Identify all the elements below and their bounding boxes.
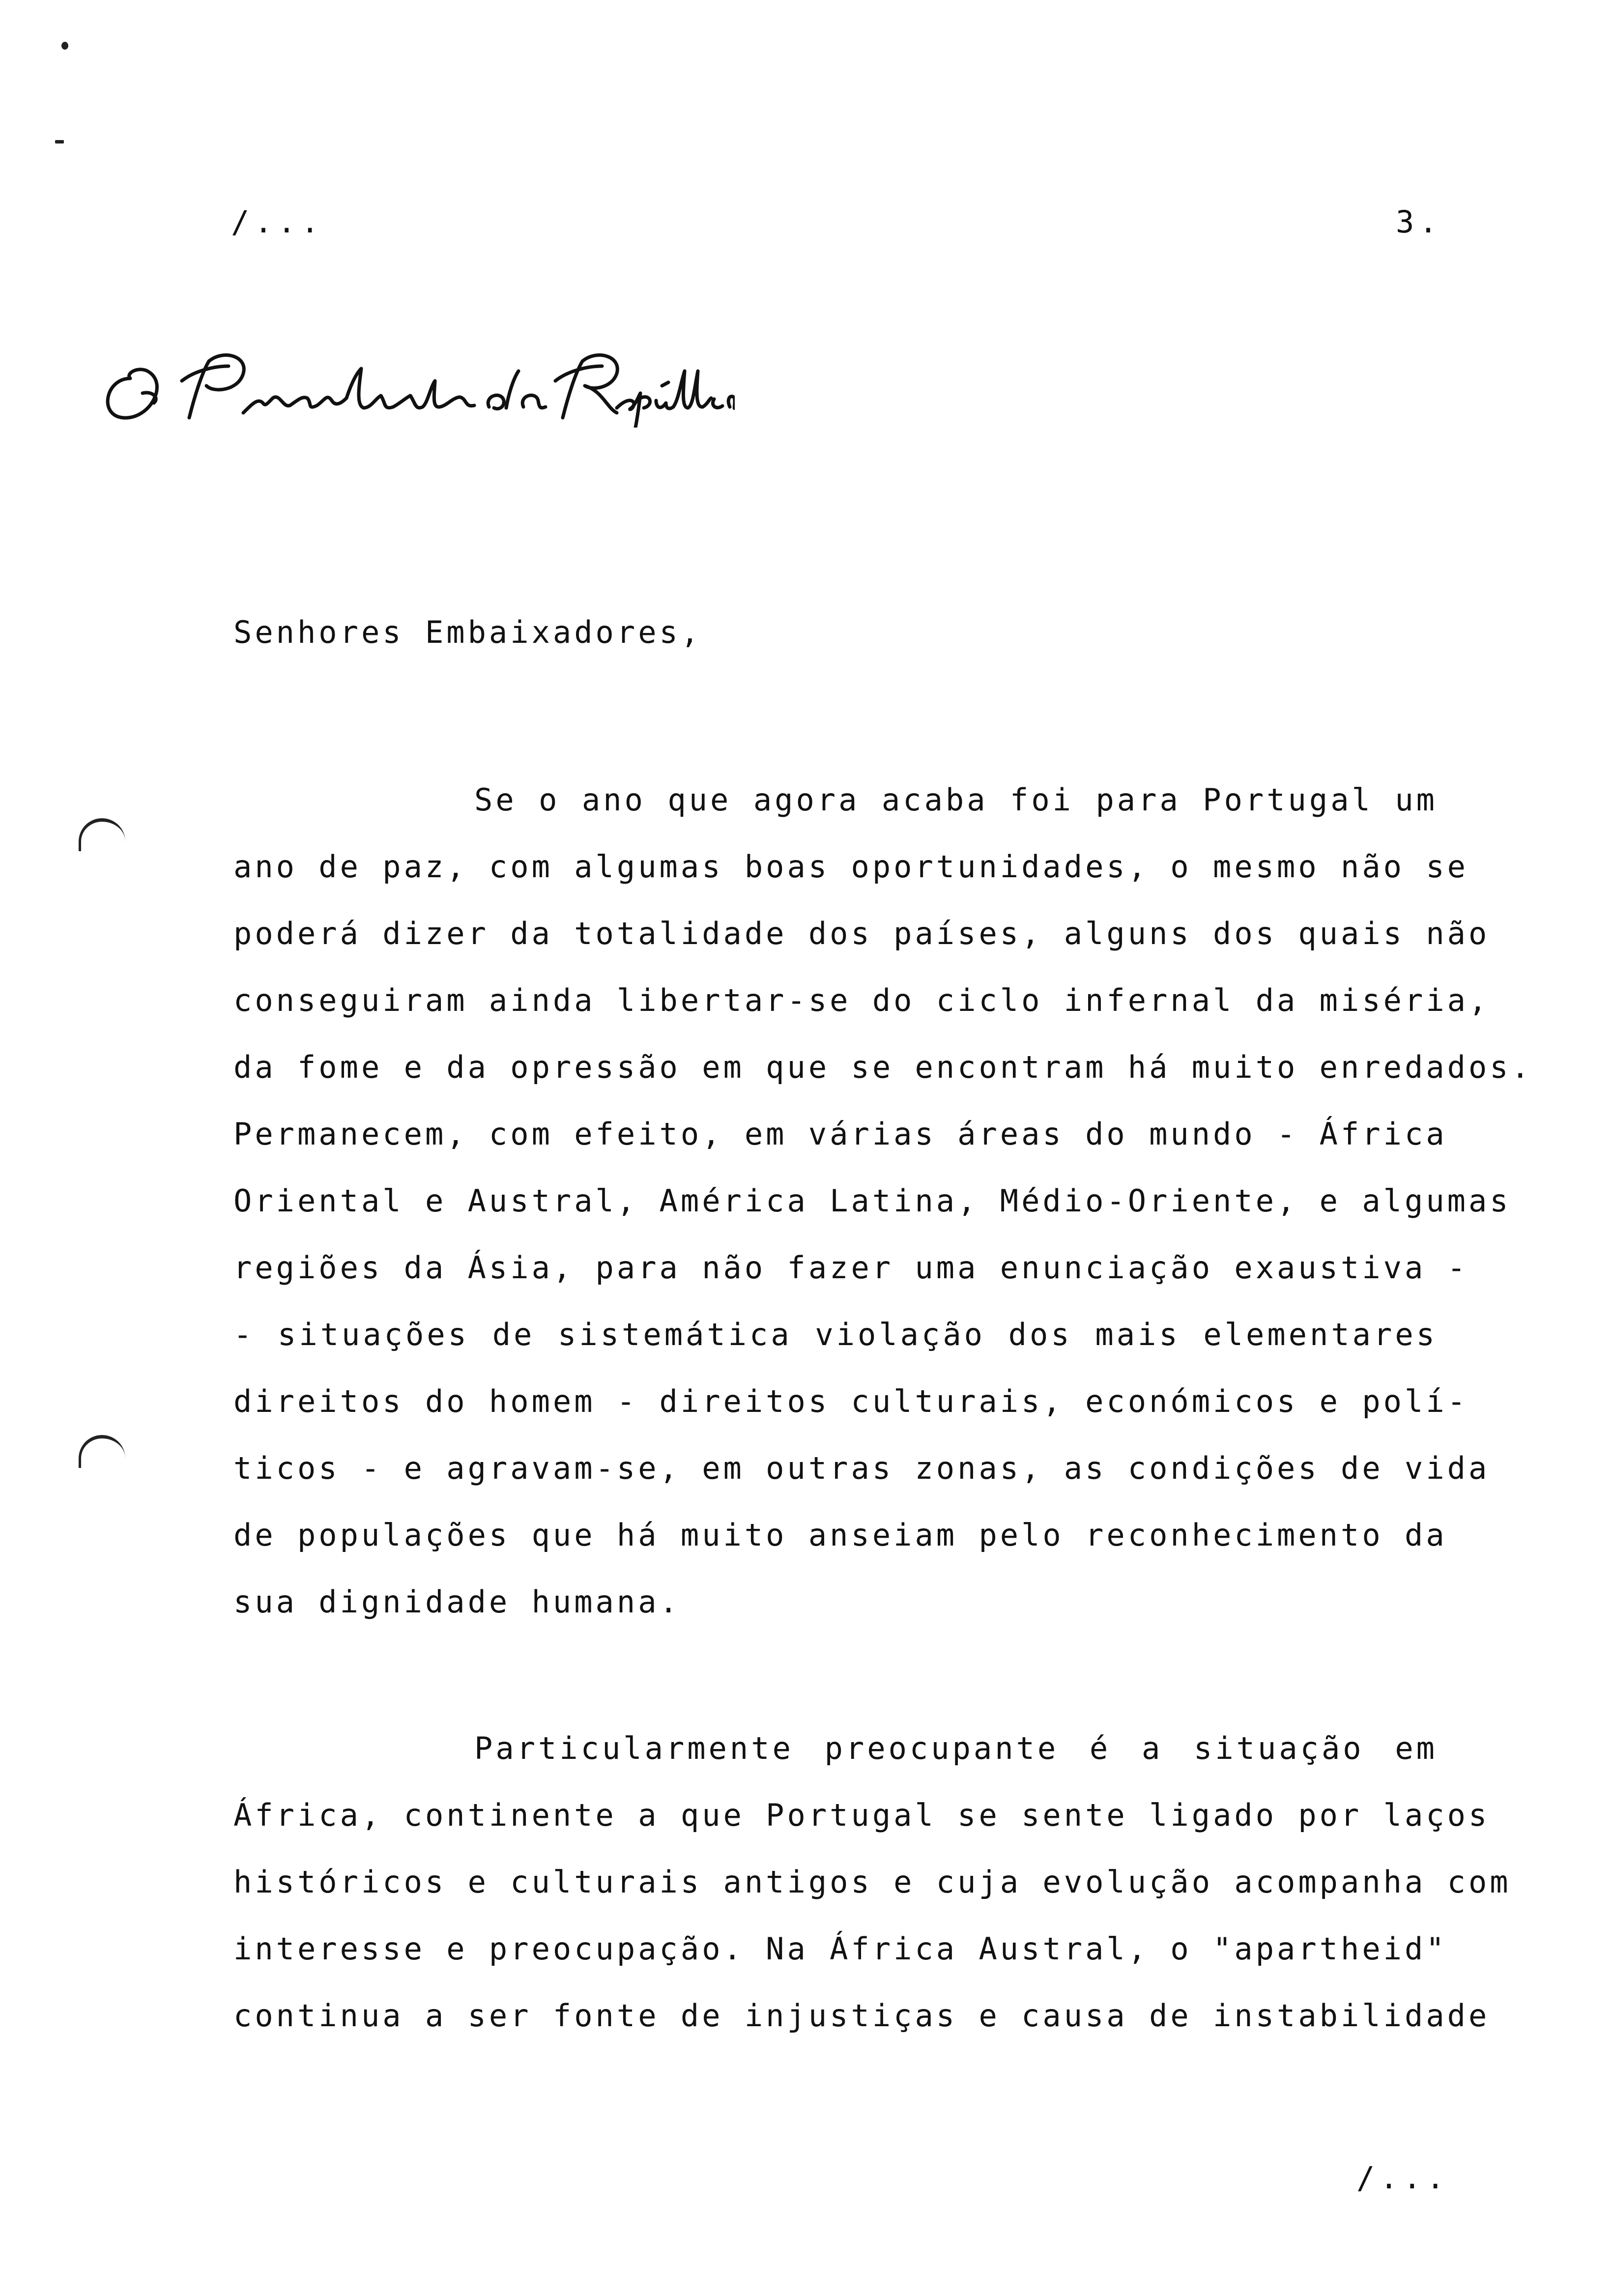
paragraph-line: interesse e preocupação. Na África Austral, o "apartheid"	[233, 1931, 1447, 1967]
paragraph-line: regiões da Ásia, para não fazer uma enunciação exaustiva -	[233, 1250, 1468, 1286]
continuation-mark-header: /...	[231, 204, 324, 240]
salutation: Senhores Embaixadores,	[233, 614, 702, 650]
paragraph-line: de populações que há muito anseiam pelo reconhecimento da	[233, 1517, 1447, 1553]
letterhead-script-graphic	[96, 344, 735, 428]
paragraph-line: Particularmente preocupante é a situação em	[474, 1730, 1438, 1766]
paragraph-line: sua dignidade humana.	[233, 1584, 681, 1620]
paragraph-line: - situações de sistemática violação dos mais elementares	[233, 1317, 1438, 1352]
paragraph-line: Se o ano que agora acaba foi para Portugal um	[474, 782, 1438, 818]
paragraph-line: Permanecem, com efeito, em várias áreas do mundo - África	[233, 1116, 1447, 1152]
paragraph-1	[233, 767, 1532, 1636]
paragraph-line: ano de paz, com algumas boas oportunidades, o mesmo não se	[233, 849, 1468, 885]
paragraph-2	[233, 1715, 1511, 2049]
punch-hole-arc-bottom	[79, 1435, 125, 1468]
paragraph-line: direitos do homem - direitos culturais, económicos e polí-	[233, 1383, 1468, 1419]
paragraph-line: da fome e da opressão em que se encontram há muito enredados.	[233, 1049, 1532, 1085]
paragraph-line: África, continente a que Portugal se sente ligado por laços	[233, 1797, 1490, 1833]
paragraph-line: conseguiram ainda libertar-se do ciclo infernal da miséria,	[233, 982, 1490, 1018]
page-number: 3.	[1396, 204, 1442, 240]
paragraph-line: continua a ser fonte de injustiças e causa de instabilidade	[233, 1998, 1490, 2034]
punch-hole-arc-top	[79, 818, 125, 851]
scan-dot	[61, 42, 68, 50]
paragraph-line: ticos - e agravam-se, em outras zonas, as condições de vida	[233, 1450, 1490, 1486]
paragraph-line: Oriental e Austral, América Latina, Médio-Oriente, e algumas	[233, 1183, 1511, 1219]
letterhead-script-logo	[96, 344, 735, 428]
paragraph-line: históricos e culturais antigos e cuja evolução acompanha com	[233, 1864, 1511, 1900]
scan-dash	[55, 140, 64, 144]
continuation-mark-footer: /...	[1356, 2160, 1450, 2196]
paragraph-line: poderá dizer da totalidade dos países, alguns dos quais não	[233, 916, 1490, 951]
